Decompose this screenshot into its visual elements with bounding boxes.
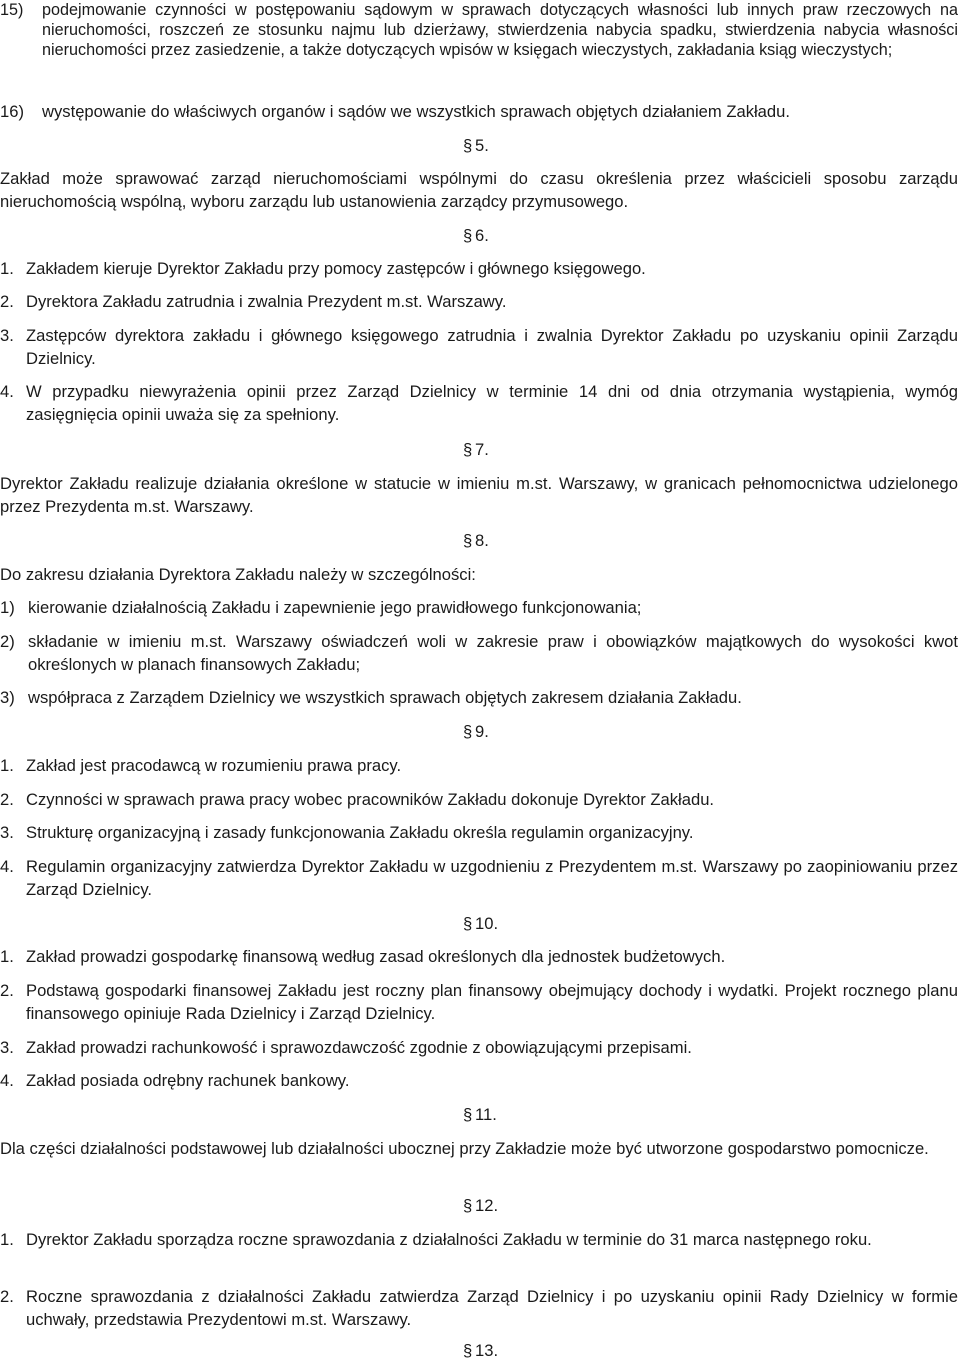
item-text: Zastępców dyrektora zakładu i głównego księgowego zatrudnia i zwalnia Dyrektor Zakładu po uzyskaniu opinii Zarządu Dzielnicy.: [26, 326, 958, 368]
section-symbol: §: [463, 914, 473, 933]
section-10-item-4: [0, 1070, 958, 1093]
section-12-item-2: [0, 1286, 958, 1331]
section-8-item-3: [0, 687, 958, 710]
item-number: 15): [0, 1, 24, 19]
item-text: Czynności w sprawach prawa pracy wobec pracowników Zakładu dokonuje Dyrektor Zakładu.: [26, 790, 715, 809]
item-text: kierowanie działalnością Zakładu i zapewnienie jego prawidłowego funkcjonowania;: [28, 598, 642, 617]
section-8-intro: Do zakresu działania Dyrektora Zakładu należy w szczególności:: [0, 565, 476, 584]
section-5-paragraph: Zakład może sprawować zarząd nieruchomościami wspólnymi do czasu określenia przez właścicieli sposobu zarządu nieruchomością wspólną, wyboru zarządu lub ustanowienia zarządcy przymusowego.: [0, 169, 958, 211]
section-9-item-2: [0, 789, 958, 812]
section-11-paragraph: Dla części działalności podstawowej lub działalności ubocznej przy Zakładzie może być utworzone gospodarstwo pomocnicze.: [0, 1139, 929, 1158]
section-heading-9: [463, 721, 489, 743]
item-number: 2.: [0, 790, 14, 809]
item-text: W przypadku niewyrażenia opinii przez Zarząd Dzielnicy w terminie 14 dni od dnia otrzymania wystąpienia, wymóg zasięgnięcia opinii uważa się za spełniony.: [26, 382, 958, 424]
item-text: Dyrektora Zakładu zatrudnia i zwalnia Prezydent m.st. Warszawy.: [26, 292, 507, 311]
item-number: 2.: [0, 1287, 14, 1306]
section-7-paragraph: Dyrektor Zakładu realizuje działania określone w statucie w imieniu m.st. Warszawy, w granicach pełnomocnictwa udzielonego przez Prezydenta m.st. Warszawy.: [0, 474, 958, 516]
list-item-15: [0, 0, 958, 60]
section-6-item-4: [0, 381, 958, 426]
item-number: 1): [0, 598, 15, 617]
item-number: 3.: [0, 1038, 14, 1057]
section-6-item-3: [0, 325, 958, 370]
section-6-item-2: [0, 291, 958, 314]
item-text: Strukturę organizacyjną i zasady funkcjonowania Zakładu określa regulamin organizacyjny.: [26, 823, 694, 842]
section-symbol: §: [463, 722, 473, 741]
section-10-item-3: [0, 1037, 958, 1060]
item-text: Regulamin organizacyjny zatwierdza Dyrektor Zakładu w uzgodnieniu z Prezydentem m.st. Warszawy po zaopiniowaniu przez Zarząd Dzielnicy.: [26, 857, 958, 899]
item-text: współpraca z Zarządem Dzielnicy we wszystkich sprawach objętych zakresem działania Zakładu.: [28, 688, 742, 707]
item-number: 2): [0, 632, 15, 651]
section-10-item-2: [0, 980, 958, 1025]
section-symbol: §: [463, 226, 473, 245]
section-symbol: §: [463, 1105, 473, 1124]
section-symbol: §: [463, 1341, 473, 1360]
list-item-16: [0, 101, 958, 124]
section-10-item-1: [0, 946, 958, 969]
section-number: 7.: [475, 440, 489, 459]
section-8-item-2: [0, 631, 958, 676]
section-number: 6.: [475, 226, 489, 245]
item-number: 1.: [0, 756, 14, 775]
section-8-item-1: [0, 597, 958, 620]
item-text: składanie w imieniu m.st. Warszawy oświadczeń woli w zakresie praw i obowiązków majątkowych do wysokości kwot określonych w planach finansowych Zakładu;: [28, 632, 958, 674]
item-number: 4.: [0, 382, 14, 401]
section-number: 12.: [475, 1196, 499, 1215]
section-9-item-3: [0, 822, 958, 845]
item-number: 3.: [0, 823, 14, 842]
section-heading-8: [463, 530, 489, 552]
item-text: Podstawą gospodarki finansowej Zakładu jest roczny plan finansowy obejmujący dochody i wydatki. Projekt rocznego planu finansowego opiniuje Rada Dzielnicy i Zarząd Dzielnicy.: [26, 981, 958, 1023]
item-number: 1.: [0, 947, 14, 966]
section-number: 10.: [475, 914, 499, 933]
item-number: 4.: [0, 1071, 14, 1090]
section-number: 11.: [475, 1105, 497, 1124]
item-number: 2.: [0, 292, 14, 311]
section-9-item-4: [0, 856, 958, 901]
section-number: 9.: [475, 722, 489, 741]
section-symbol: §: [463, 440, 473, 459]
item-text: Roczne sprawozdania z działalności Zakładu zatwierdza Zarząd Dzielnicy i po uzyskaniu opinii Rady Dzielnicy w formie uchwały, przedstawia Prezydentowi m.st. Warszawy.: [26, 1287, 958, 1329]
item-text: Zakład prowadzi gospodarkę finansową według zasad określonych dla jednostek budżetowych.: [26, 947, 726, 966]
section-heading-7: [463, 439, 489, 461]
item-number: 1.: [0, 1230, 14, 1249]
item-number: 4.: [0, 857, 14, 876]
section-heading-12: [463, 1195, 498, 1217]
item-text: występowanie do właściwych organów i sądów we wszystkich sprawach objętych działaniem Zakładu.: [42, 102, 790, 121]
section-number: 13.: [475, 1341, 499, 1360]
section-9-item-1: [0, 755, 958, 778]
section-heading-11: [463, 1104, 497, 1126]
section-heading-5: [463, 135, 489, 157]
item-number: 16): [0, 102, 24, 121]
section-number: 8.: [475, 531, 489, 550]
section-symbol: §: [463, 531, 473, 550]
item-text: podejmowanie czynności w postępowaniu sądowym w sprawach dotyczących własności lub innych praw rzeczowych na nieruchomości, roszczeń ze stosunku najmu lub dzierżawy, stwierdzenia nabycia spadku, stwierdzenia nabycia własności nieruchomości przez zasiedzenie, a także dotyczących wpisów w księgach wieczystych, zakładania ksiąg wieczystych;: [42, 1, 958, 59]
item-number: 3): [0, 688, 15, 707]
item-text: Zakład prowadzi rachunkowość i sprawozdawczość zgodnie z obowiązującymi przepisami.: [26, 1038, 692, 1057]
section-symbol: §: [463, 136, 473, 155]
section-12-item-1: [0, 1229, 958, 1252]
item-number: 1.: [0, 259, 14, 278]
section-symbol: §: [463, 1196, 473, 1215]
section-heading-10: [463, 913, 498, 935]
item-text: Zakładem kieruje Dyrektor Zakładu przy pomocy zastępców i głównego księgowego.: [26, 259, 646, 278]
section-heading-6: [463, 225, 489, 247]
section-6-item-1: [0, 258, 958, 281]
section-heading-13: [463, 1340, 498, 1362]
item-number: 2.: [0, 981, 14, 1000]
item-number: 3.: [0, 326, 14, 345]
item-text: Zakład posiada odrębny rachunek bankowy.: [26, 1071, 350, 1090]
section-number: 5.: [475, 136, 489, 155]
item-text: Zakład jest pracodawcą w rozumieniu prawa pracy.: [26, 756, 402, 775]
item-text: Dyrektor Zakładu sporządza roczne sprawozdania z działalności Zakładu w terminie do 31 marca następnego roku.: [26, 1230, 872, 1249]
